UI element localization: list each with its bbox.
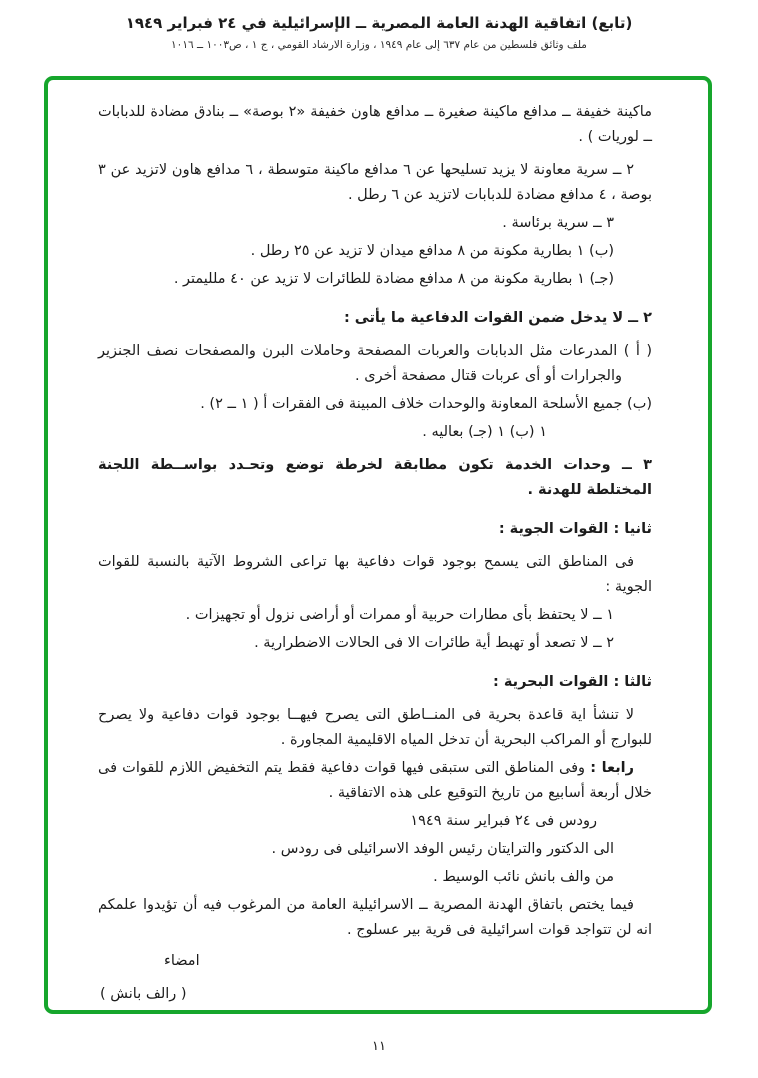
paragraph-armored-vehicles: ( أ ) المدرعات مثل الدبابات والعربات المصفحة وحاملات البرن والمصفحات نصف الجنزير والجرارات أو أى عربات قتال مصفحة أخرى . — [98, 343, 652, 384]
header-source-citation: ملف وثائق فلسطين من عام ٦٣٧ إلى عام ١٩٤٩ ، وزارة الارشاد القومي ، ج ١ ، ص١٠٠٣ ــ ١٠١٦ — [171, 39, 587, 51]
paragraph-continuation: ماكينة خفيفة ــ مدافع ماكينة صغيرة ــ مدافع هاون خفيفة «٢ بوصة» ــ بنادق مضادة للدبابات ــ لوريات ) . — [98, 104, 652, 145]
header-title: (تابع) اتفاقية الهدنة العامة المصرية ــ الإسرائيلية في ٢٤ فبراير ١٩٤٩ — [125, 14, 633, 32]
paragraph-addressee: الى الدكتور والترايتان رئيس الوفد الاسرائيلى فى رودس . — [271, 841, 614, 857]
paragraph-references: ١ (ب) ١ (جـ) بعاليه . — [422, 424, 547, 440]
page-header — [0, 14, 758, 51]
paragraph-air-forces-intro: فى المناطق التى يسمح بوجود قوات دفاعية بها تراعى الشروط الآتية بالنسبة للقوات الجوية : — [98, 554, 652, 595]
paragraph-battery-antiaircraft: (جـ) ١ بطارية مكونة من ٨ مدافع مضادة للطائرات لا تزيد عن ٤٠ ملليمتر . — [173, 271, 614, 287]
paragraph-no-airfields: ١ ــ لا يحتفظ بأى مطارات حربية أو ممرات أو أراضى نزول أو تجهيزات . — [185, 607, 614, 623]
heading-excluded-forces: ٢ ــ لا يدخل ضمن القوات الدفاعية ما يأتى : — [343, 310, 652, 326]
paragraph-support-weapons: (ب) جميع الأسلحة المعاونة والوحدات خلاف المبينة فى الفقرات أ ( ١ ــ ٢) . — [200, 396, 652, 412]
paragraph-rabaa-reduction — [98, 756, 652, 806]
paragraph-sender: من والف بانش نائب الوسيط . — [433, 869, 614, 885]
paragraph-closing-note: فيما يختص باتفاق الهدنة المصرية ــ الاسرائيلية العامة من المرغوب فيه أن تؤيدوا علمكم انه لن تتواجد قوات اسرائيلية فى قرية بير عسلوج . — [98, 897, 652, 938]
page-number: ١١ — [372, 1039, 386, 1054]
paragraph-no-flights: ٢ ــ لا تصعد أو تهبط أية طائرات الا فى الحالات الاضطرارية . — [254, 635, 614, 651]
paragraph-service-units: ٣ ــ وحدات الخدمة تكون مطابقة لخرطة توضع وتحـدد بواســطة اللجنة المختلطة للهدنة . — [98, 457, 652, 498]
signature-label: امضاء — [164, 953, 200, 969]
signature-name: ( رالف بانش ) — [100, 986, 187, 1002]
document-body — [48, 80, 708, 1010]
paragraph-battery-field-guns: (ب) ١ بطارية مكونة من ٨ مدافع ميدان لا تزيد عن ٢٥ رطل . — [250, 243, 614, 259]
paragraph-naval-forces: لا تنشأ اية قاعدة بحرية فى المنــاطق التى يصرح فيهــا بوجود قوات دفاعية ولا يصرح للبوارج أو المراكب البحرية أن تدخل المياه الاقليمية المجاورة . — [98, 707, 652, 748]
paragraph-item-2-company: ٢ ــ سرية معاونة لا يزيد تسليحها عن ٦ مدافع ماكينة متوسطة ، ٦ مدافع هاون لاتزيد عن ٣ بوصة ، ٤ مدافع مضادة للدبابات لاتزيد عن ٦ رطل . — [98, 162, 652, 203]
paragraph-item-3-company: ٣ ــ سرية برئاسة . — [502, 215, 614, 231]
heading-naval-forces: ثالثا : القوات البحرية : — [492, 674, 652, 690]
heading-air-forces: ثانيا : القوات الجوية : — [498, 521, 652, 537]
rabaa-lead: رابعا : — [590, 760, 634, 776]
paragraph-rhodes-date: رودس فى ٢٤ فبراير سنة ١٩٤٩ — [410, 813, 597, 829]
rabaa-text: وفى المناطق التى ستبقى فيها قوات دفاعية فقط يتم التخفيض اللازم للقوات فى خلال أربعة أسابيع من تاريخ التوقيع على هذه الاتفاقية . — [98, 760, 652, 801]
